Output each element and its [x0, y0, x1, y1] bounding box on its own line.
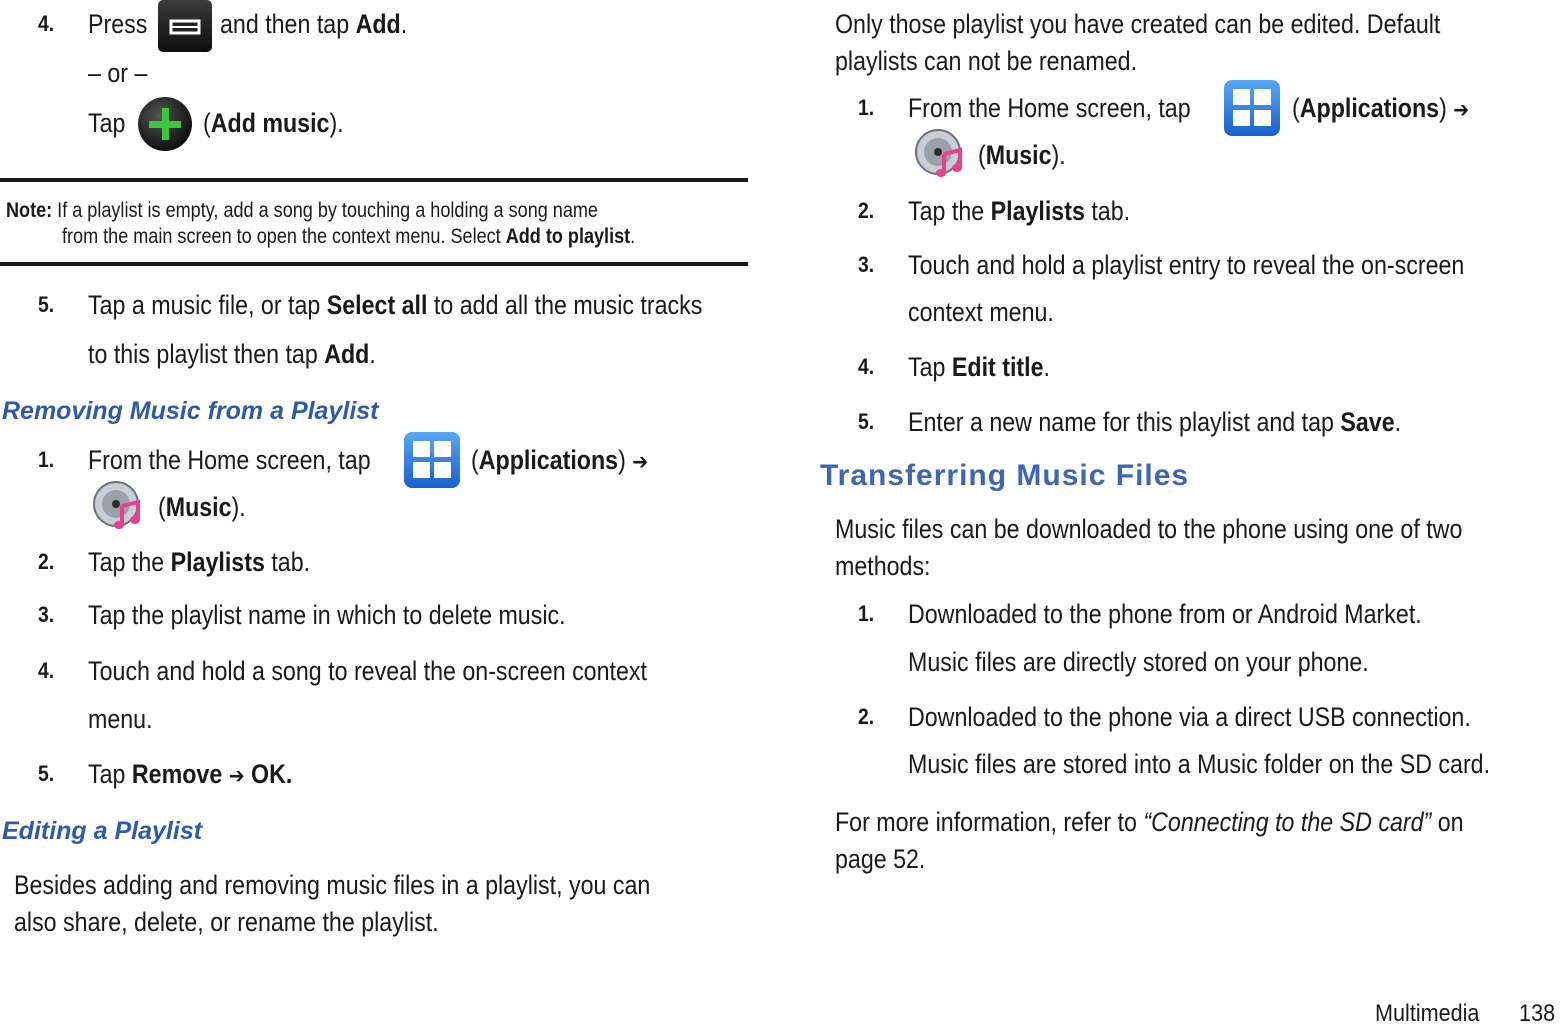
step-number: 2. — [858, 704, 875, 729]
step-number: 5. — [38, 761, 55, 786]
cross-reference-line: For more information, refer to “Connecting to the SD card” on — [835, 807, 1464, 837]
paragraph-line: also share, delete, or rename the playlist. — [14, 907, 439, 937]
step-text: Tap the Playlists tab. — [88, 547, 311, 577]
step-text: Touch and hold a song to reveal the on-screen context — [88, 656, 647, 686]
step-text: Tap Remove ➔ OK. — [88, 759, 293, 789]
step-text-line-2: to this playlist then tap Add. — [88, 339, 376, 369]
step-text: Tap the Playlists tab. — [908, 196, 1131, 226]
step-text: Tap Edit title. — [908, 352, 1050, 382]
step-text: Tap the playlist name in which to delete music. — [88, 600, 566, 630]
paragraph-line: methods: — [835, 551, 931, 581]
step-number: 2. — [38, 549, 55, 574]
step-text-line-2: context menu. — [908, 297, 1054, 327]
step-number: 4. — [38, 658, 55, 683]
step-text-continued: and then tap Add. — [220, 9, 408, 39]
step-number: 1. — [38, 447, 55, 472]
step-detail: Music files are directly stored on your phone. — [908, 647, 1369, 677]
music-icon — [92, 480, 144, 532]
add-music-icon — [138, 97, 192, 151]
step-number: 3. — [38, 602, 55, 627]
note-top-rule — [0, 178, 748, 182]
tap-text: Tap — [88, 108, 126, 138]
step-text: Touch and hold a playlist entry to reveal the on-screen — [908, 250, 1465, 280]
note-line-1: Note: If a playlist is empty, add a song by touching a holding a song name — [6, 199, 598, 222]
note-line-2: from the main screen to open the context menu. Select Add to playlist. — [62, 225, 636, 248]
music-icon — [914, 128, 966, 180]
step-text-line-2: menu. — [88, 704, 153, 734]
step-number: 1. — [858, 601, 875, 626]
section-heading-transferring: Transferring Music Files — [820, 459, 1190, 492]
step-text: Downloaded to the phone from or Android Market. — [908, 599, 1422, 629]
step-text: Tap a music file, or tap Select all to add all the music tracks — [88, 290, 703, 320]
section-heading-removing: Removing Music from a Playlist — [2, 397, 379, 425]
section-heading-editing: Editing a Playlist — [2, 817, 203, 845]
step-number: 4. — [858, 354, 875, 379]
step-number: 2. — [858, 198, 875, 223]
cross-reference-line-2: page 52. — [835, 844, 926, 874]
applications-label: (Applications) ➔ — [1292, 93, 1470, 123]
step-text: Downloaded to the phone via a direct USB connection. — [908, 702, 1471, 732]
paragraph-line: Besides adding and removing music files in a playlist, you can — [14, 870, 651, 900]
footer-section: Multimedia — [1374, 1000, 1480, 1027]
add-music-label: (Add music). — [203, 108, 344, 138]
step-number: 4. — [38, 11, 55, 36]
step-text: Enter a new name for this playlist and tap Save. — [908, 407, 1402, 437]
music-label: (Music). — [978, 140, 1066, 170]
step-text: From the Home screen, tap — [908, 93, 1191, 123]
applications-label: (Applications) ➔ — [471, 445, 649, 475]
step-number: 3. — [858, 252, 875, 277]
paragraph-line: playlists can not be renamed. — [835, 46, 1138, 76]
applications-icon — [1224, 80, 1280, 136]
note-bottom-rule — [0, 262, 748, 266]
step-text: From the Home screen, tap — [88, 445, 371, 475]
paragraph-line: Music files can be downloaded to the phone using one of two — [835, 514, 1463, 544]
music-label: (Music). — [158, 492, 246, 522]
paragraph-line: Only those playlist you have created can be edited. Default — [835, 9, 1441, 39]
menu-key-icon — [158, 0, 212, 52]
step-number: 5. — [858, 409, 875, 434]
cross-reference-link[interactable]: “Connecting to the SD card” — [1143, 807, 1432, 837]
applications-icon — [404, 432, 460, 488]
step-number: 5. — [38, 292, 55, 317]
page-number: 138 — [1518, 1000, 1555, 1027]
step-detail: Music files are stored into a Music folder on the SD card. — [908, 749, 1491, 779]
page-footer — [1375, 999, 1555, 1029]
step-text: Press — [88, 9, 148, 39]
step-number: 1. — [858, 95, 875, 120]
or-separator: – or – — [88, 58, 148, 88]
